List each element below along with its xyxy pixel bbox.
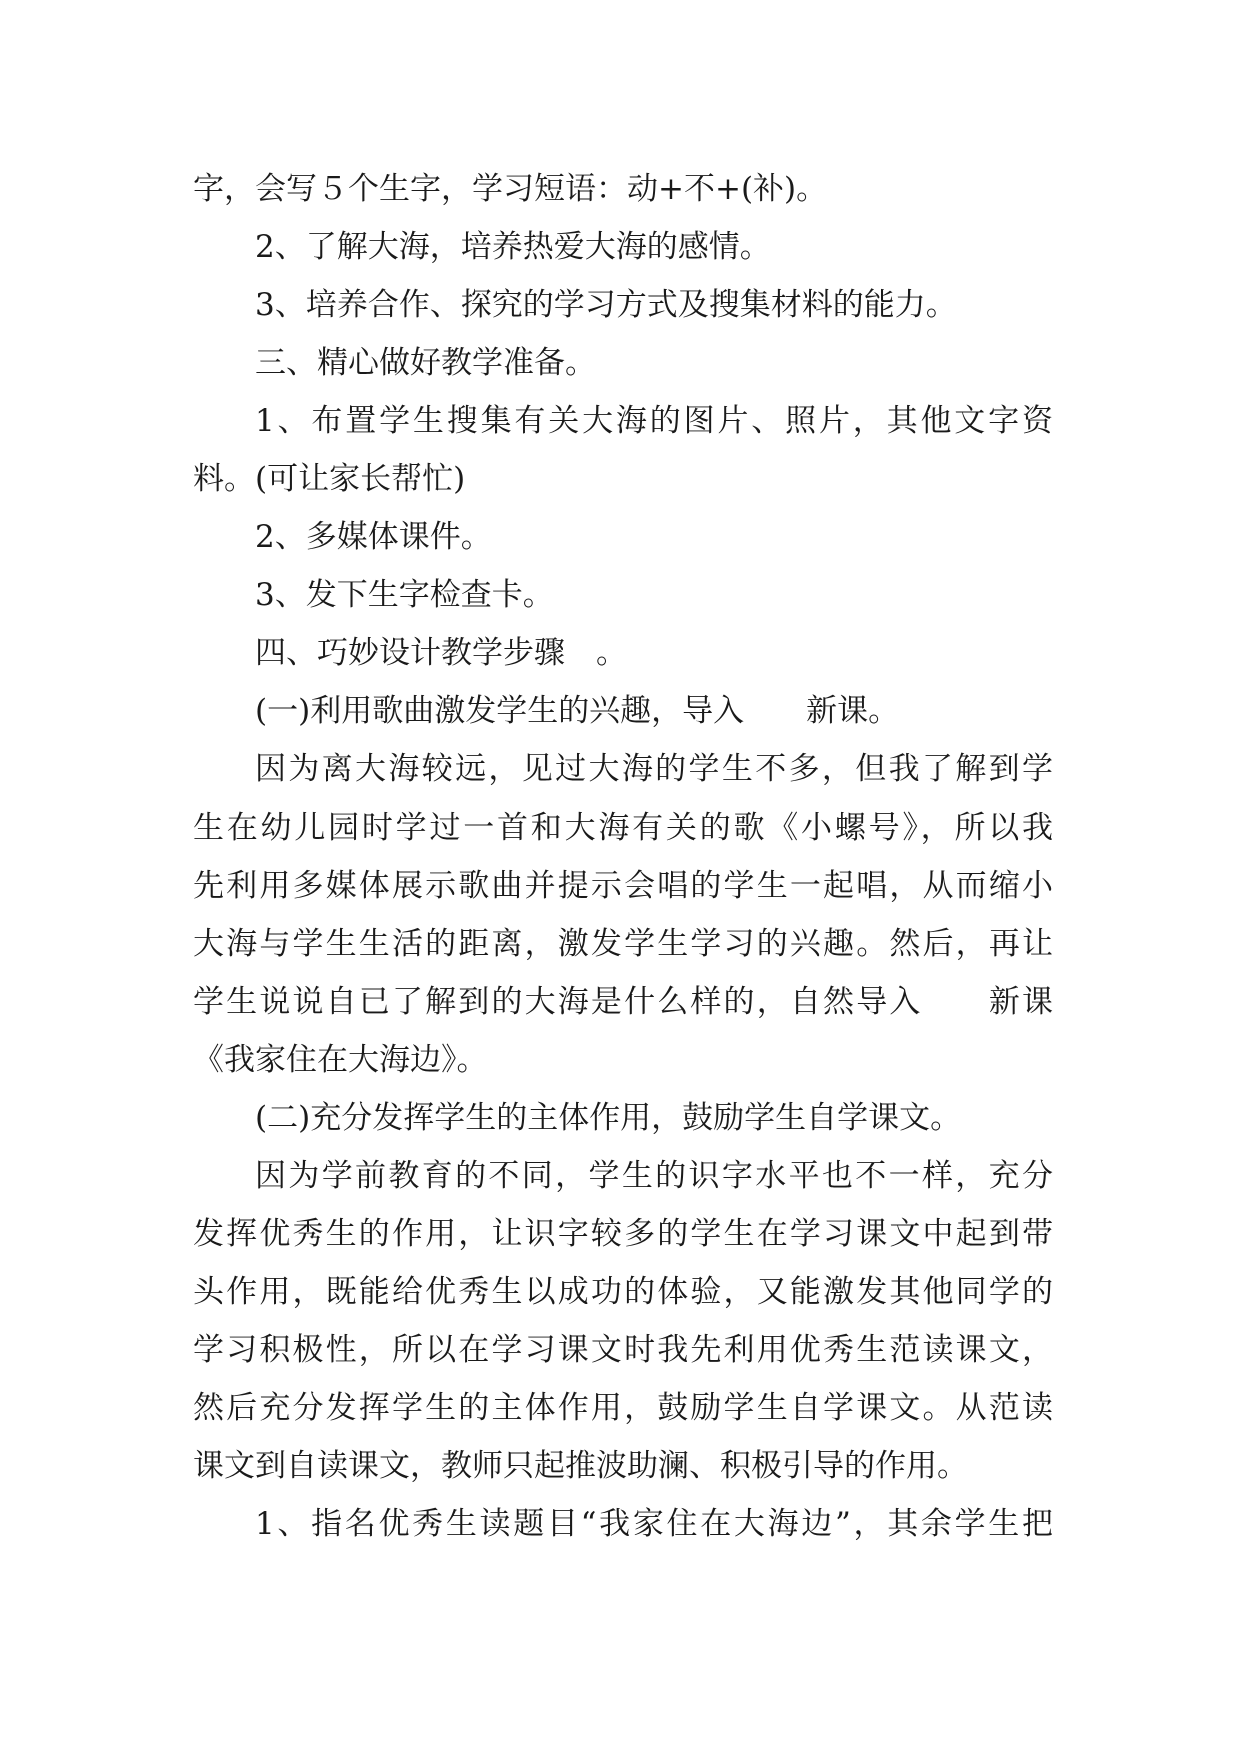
text-line: 生在幼儿园时学过一首和大海有关的歌《小螺号》，所以我	[193, 809, 1053, 846]
text-line: 1、指名优秀生读题目“我家住在大海边”，其余学生把	[255, 1506, 1053, 1543]
text-line: 2、了解大海，培养热爱大海的感情。	[255, 229, 771, 266]
text-line: 3、发下生字检查卡。	[255, 577, 554, 614]
text-line: 因为离大海较远，见过大海的学生不多，但我了解到学	[255, 751, 1053, 788]
document-body	[193, 160, 1053, 1553]
text-line: 大海与学生生活的距离，激发学生学习的兴趣。然后，再让	[193, 925, 1053, 962]
text-line: 1、布置学生搜集有关大海的图片、照片，其他文字资	[255, 403, 1053, 440]
subsection-heading: (二)充分发挥学生的主体作用，鼓励学生自学课文。	[255, 1099, 962, 1136]
text-line: 然后充分发挥学生的主体作用，鼓励学生自学课文。从范读	[193, 1389, 1053, 1426]
text-line: 字，会写５个生字，学习短语：动+不+(补)。	[193, 171, 828, 207]
text-line: 先利用多媒体展示歌曲并提示会唱的学生一起唱，从而缩小	[193, 867, 1053, 904]
subsection-heading: (一)利用歌曲激发学生的兴趣，导入 新课。	[255, 693, 900, 730]
text-line: 2、多媒体课件。	[255, 519, 492, 556]
text-line: 料。(可让家长帮忙)	[193, 461, 466, 498]
text-line: 头作用，既能给优秀生以成功的体验，又能激发其他同学的	[193, 1273, 1053, 1310]
text-line: 《我家住在大海边》。	[193, 1041, 488, 1078]
text-line: 3、培养合作、探究的学习方式及搜集材料的能力。	[255, 287, 957, 324]
section-heading: 四、巧妙设计教学步骤 。	[255, 635, 627, 672]
text-line: 学生说说自已了解到的大海是什么样的，自然导入 新课	[193, 983, 1053, 1020]
text-line: 因为学前教育的不同，学生的识字水平也不一样，充分	[255, 1157, 1053, 1194]
text-line: 课文到自读课文，教师只起推波助澜、积极引导的作用。	[193, 1448, 968, 1485]
section-heading: 三、精心做好教学准备。	[255, 345, 596, 382]
text-line: 学习积极性，所以在学习课文时我先利用优秀生范读课文，	[193, 1331, 1053, 1368]
text-line: 发挥优秀生的作用，让识字较多的学生在学习课文中起到带	[193, 1215, 1053, 1252]
